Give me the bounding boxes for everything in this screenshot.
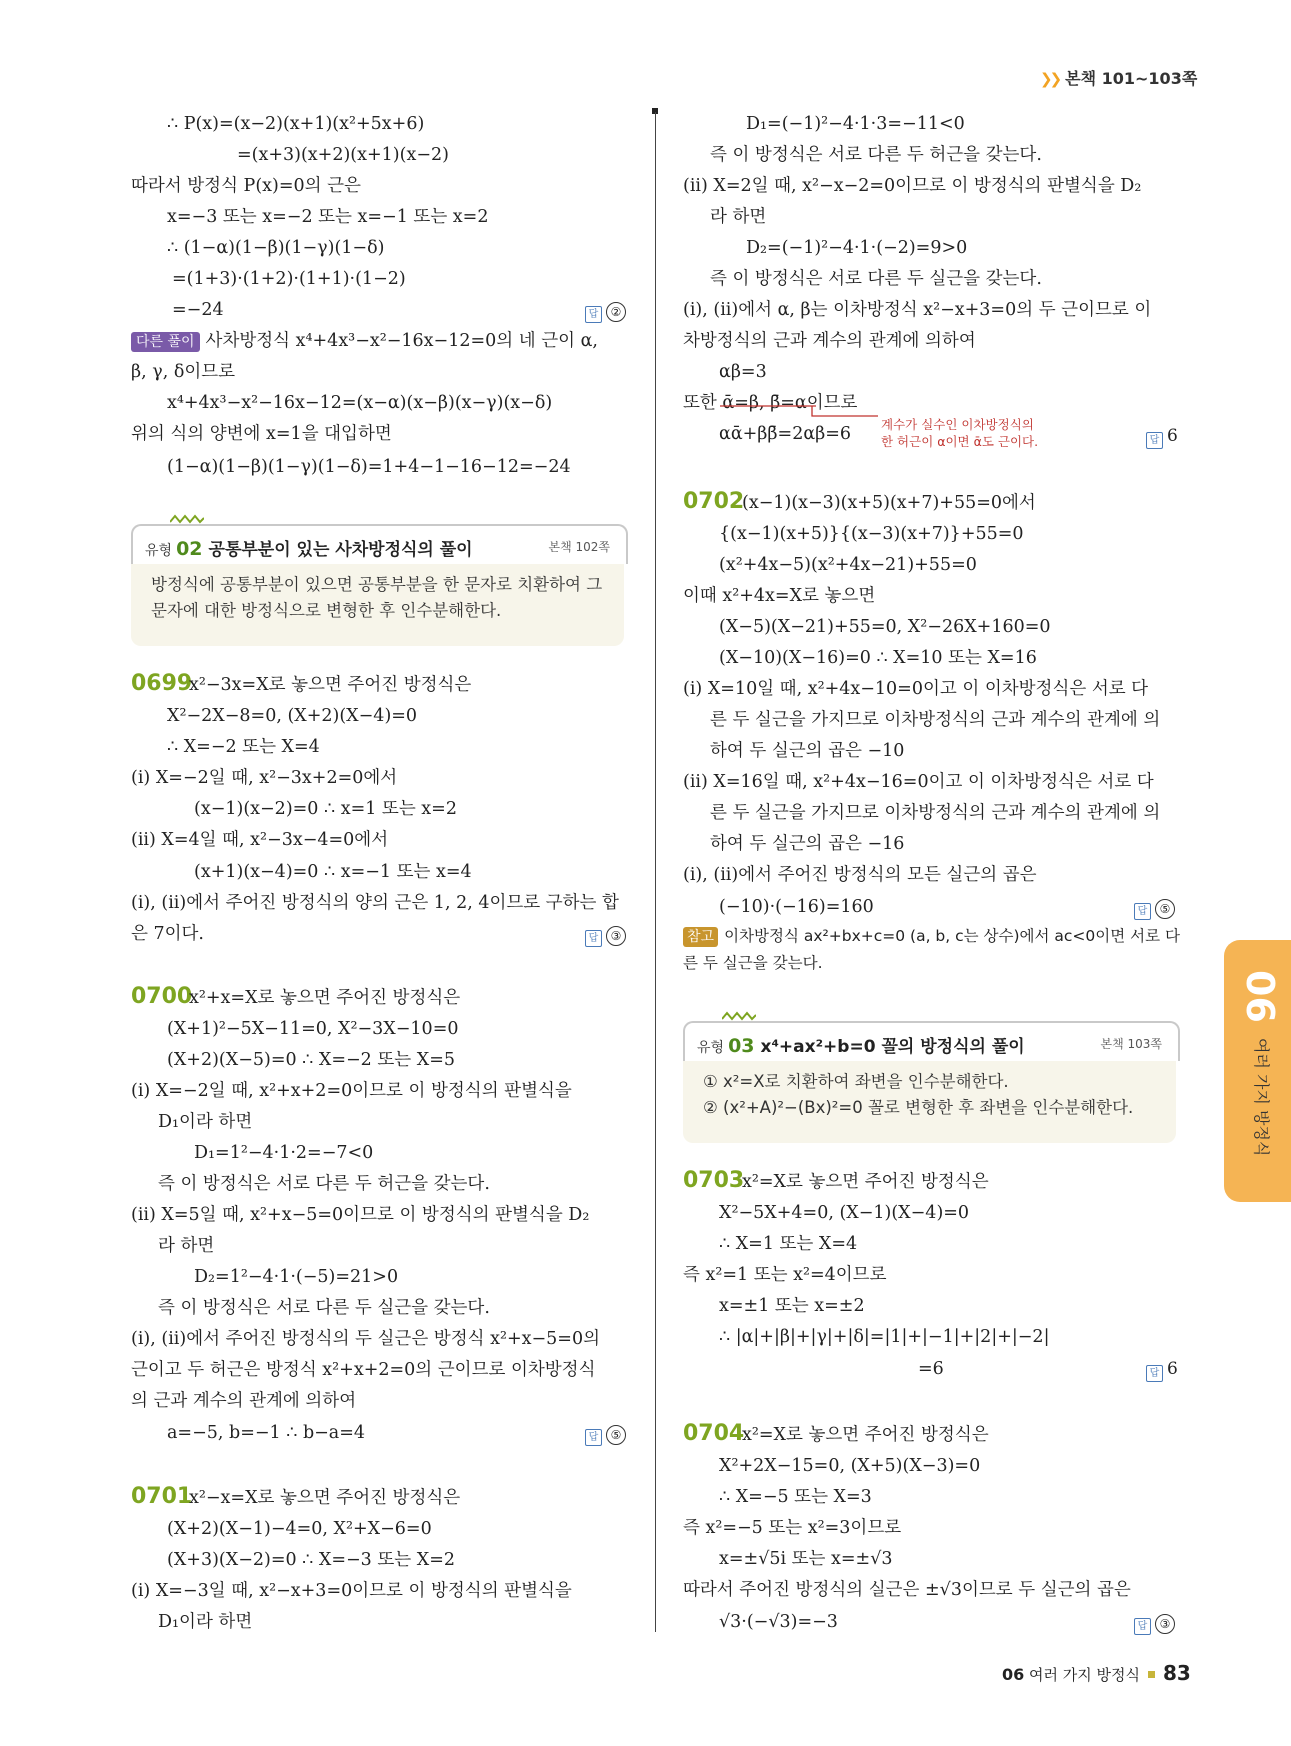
solution-line: =−24 — [172, 300, 224, 320]
solution-line: =6 — [918, 1359, 944, 1379]
solution-line: (i), (ii)에서 주어진 방정식의 두 실근은 방정식 x²+x−5=0의 — [131, 1329, 600, 1349]
solution-line: (ii) X=2일 때, x²−x−2=0이므로 이 방정식의 판별식을 D₂ — [683, 176, 1142, 196]
solution-line: =(1+3)·(1+2)·(1+1)·(1−2) — [172, 269, 406, 289]
solution-line: X²+2X−15=0, (X+5)(X−3)=0 — [719, 1456, 981, 1476]
solution-line: 이때 x²+4x=X로 놓으면 — [683, 586, 876, 606]
solution-line: ∴ X=−5 또는 X=3 — [719, 1487, 872, 1507]
type-title: x⁴+ax²+b=0 꼴의 방정식의 풀이 — [760, 1037, 1025, 1057]
solution-line: 위의 식의 양변에 x=1을 대입하면 — [131, 424, 392, 444]
solution-line: 른 두 실근을 가지므로 이차방정식의 근과 계수의 관계에 의 — [710, 803, 1161, 823]
solution-line: (i) X=−3일 때, x²−x+3=0이므로 이 방정식의 판별식을 — [131, 1581, 572, 1601]
solution-line: (x−1)(x−2)=0 ∴ x=1 또는 x=2 — [194, 799, 457, 819]
solution-line: D₁이라 하면 — [158, 1612, 253, 1632]
solution-line: (x−1)(x−3)(x+5)(x+7)+55=0에서 — [742, 493, 1036, 513]
solution-line: (i) X=10일 때, x²+4x−10=0이고 이 이차방정식은 서로 다 — [683, 679, 1149, 699]
problem-number: 0702 — [683, 489, 745, 514]
problem-number: 0703 — [683, 1168, 745, 1193]
solution-line: x²−3x=X로 놓으면 주어진 방정식은 — [189, 675, 472, 695]
problem-number: 0699 — [131, 671, 193, 696]
solution-line: αᾱ+ββ̄=2αβ=6 — [719, 424, 852, 444]
problem-number: 0704 — [683, 1421, 745, 1446]
solution-line: a=−5, b=−1 ∴ b−a=4 — [167, 1423, 366, 1443]
solution-line: (−10)·(−16)=160 — [719, 897, 874, 917]
problem-number: 0701 — [131, 1484, 193, 1509]
reference-note: 른 두 실근을 갖는다. — [683, 954, 823, 972]
solution-line: =(x+3)(x+2)(x+1)(x−2) — [237, 145, 449, 165]
solution-line: 따라서 주어진 방정식의 실근은 ±√3이므로 두 실근의 곱은 — [683, 1580, 1131, 1600]
underline-bracket — [718, 404, 878, 424]
answer-mark: 답 6 — [1146, 1357, 1178, 1382]
solution-line: ∴ |α|+|β|+|γ|+|δ|=|1|+|−1|+|2|+|−2| — [719, 1327, 1050, 1347]
solution-line: ∴ P(x)=(x−2)(x+1)(x²+5x+6) — [167, 114, 425, 134]
page-reference: ❯❯ 본책 101~103쪽 — [1040, 69, 1198, 88]
solution-line: 따라서 방정식 P(x)=0의 근은 — [131, 176, 361, 196]
solution-line: X²−2X−8=0, (X+2)(X−4)=0 — [167, 706, 418, 726]
page-footer — [1002, 1661, 1191, 1685]
solution-line: x=±√5i 또는 x=±√3 — [719, 1549, 893, 1569]
chapter-side-tab — [1224, 940, 1291, 1202]
answer-mark: 답 ③ — [585, 922, 626, 947]
type-book-ref: 본책 103쪽 — [1100, 1037, 1162, 1051]
solution-line: (x²+4x−5)(x²+4x−21)+55=0 — [719, 555, 977, 575]
solution-line: x=−3 또는 x=−2 또는 x=−1 또는 x=2 — [167, 207, 489, 227]
problem-number: 0700 — [131, 984, 193, 1009]
solution-line: X²−5X+4=0, (X−1)(X−4)=0 — [719, 1203, 970, 1223]
footer-chapter-number: 06 — [1002, 1665, 1025, 1684]
solution-line: (X−10)(X−16)=0 ∴ X=10 또는 X=16 — [719, 648, 1037, 668]
solution-line: x⁴+4x³−x²−16x−12=(x−α)(x−β)(x−γ)(x−δ) — [167, 393, 553, 413]
chapter-tab-number: 06 — [1238, 970, 1282, 1023]
answer-mark: 답 ② — [585, 298, 626, 323]
solution-line: x²=X로 놓으면 주어진 방정식은 — [742, 1425, 989, 1445]
answer-icon: 답 — [1134, 903, 1151, 920]
solution-line: x²−x=X로 놓으면 주어진 방정식은 — [189, 1488, 461, 1508]
type-03-header: 유형 03 x⁴+ax²+b=0 꼴의 방정식의 풀이 본책 103쪽 — [683, 1021, 1180, 1061]
solution-line: (ii) X=16일 때, x²+4x−16=0이고 이 이차방정식은 서로 다 — [683, 772, 1154, 792]
solution-line: 즉 이 방정식은 서로 다른 두 실근을 갖는다. — [710, 269, 1042, 289]
solution-line: 차방정식의 근과 계수의 관계에 의하여 — [683, 331, 976, 351]
answer-mark: 답 ⑤ — [585, 1421, 626, 1446]
double-chevron-icon: ❯❯ — [1040, 70, 1060, 88]
solution-line: (i), (ii)에서 주어진 방정식의 양의 근은 1, 2, 4이므로 구하는 합 — [131, 893, 619, 913]
solution-line: {(x−1)(x+5)}{(x−3)(x+7)}+55=0 — [719, 524, 1024, 544]
solution-line: αβ=3 — [719, 362, 767, 382]
solution-line: 또한 ᾱ=β, β̄=α이므로 — [683, 393, 858, 413]
solution-line: 하여 두 실근의 곱은 −16 — [710, 834, 905, 854]
solution-line: (X+3)(X−2)=0 ∴ X=−3 또는 X=2 — [167, 1550, 455, 1570]
margin-note: 계수가 실수인 이차방정식의 한 허근이 α이면 ᾱ도 근이다. — [881, 417, 1039, 449]
chapter-tab-title: 여러 가지 방정식 — [1252, 1038, 1271, 1157]
solution-line: D₁이라 하면 — [158, 1112, 253, 1132]
solution-line: (i) X=−2일 때, x²−3x+2=0에서 — [131, 768, 398, 788]
type-02-description: 방정식에 공통부분이 있으면 공통부분을 한 문자로 치환하여 그 문자에 대한 방정식으로 변형한 후 인수분해한다. — [131, 564, 624, 646]
solution-line: x=±1 또는 x=±2 — [719, 1296, 865, 1316]
type-02-header: 유형 02 공통부분이 있는 사차방정식의 풀이 본책 102쪽 — [131, 524, 628, 564]
solution-line: (1−α)(1−β)(1−γ)(1−δ)=1+4−1−16−12=−24 — [167, 457, 571, 477]
solution-line: 근이고 두 허근은 방정식 x²+x+2=0의 근이므로 이차방정식 — [131, 1360, 596, 1380]
solution-line: D₁=(−1)²−4·1·3=−11<0 — [746, 114, 965, 134]
footer-chapter-title: 여러 가지 방정식 — [1029, 1666, 1141, 1684]
solution-line: (ii) X=4일 때, x²−3x−4=0에서 — [131, 830, 389, 850]
reference-badge: 참고 — [683, 927, 718, 947]
answer-icon: 답 — [1146, 1365, 1163, 1382]
solution-line: 즉 x²=1 또는 x²=4이므로 — [683, 1265, 887, 1285]
solution-line: (ii) X=5일 때, x²+x−5=0이므로 이 방정식의 판별식을 D₂ — [131, 1205, 590, 1225]
solution-line: β, γ, δ이므로 — [131, 362, 236, 382]
answer-icon: 답 — [585, 930, 602, 947]
solution-line: 라 하면 — [158, 1236, 215, 1256]
answer-mark: 답 ⑤ — [1134, 895, 1175, 920]
solution-line: D₂=1²−4·1·(−5)=21>0 — [194, 1267, 399, 1287]
solution-line: (i), (ii)에서 α, β는 이차방정식 x²−x+3=0의 두 근이므로 이 — [683, 300, 1152, 320]
solution-line: (X+2)(X−5)=0 ∴ X=−2 또는 X=5 — [167, 1050, 455, 1070]
answer-icon: 답 — [585, 1429, 602, 1446]
square-icon — [1148, 1671, 1155, 1678]
solution-line: D₁=1²−4·1·2=−7<0 — [194, 1143, 374, 1163]
solution-line: x²=X로 놓으면 주어진 방정식은 — [742, 1172, 989, 1192]
answer-icon: 답 — [1146, 432, 1163, 449]
solution-line: x²+x=X로 놓으면 주어진 방정식은 — [189, 988, 461, 1008]
solution-line: (i) X=−2일 때, x²+x+2=0이므로 이 방정식의 판별식을 — [131, 1081, 572, 1101]
solution-line: 즉 이 방정식은 서로 다른 두 허근을 갖는다. — [158, 1174, 490, 1194]
solution-line: (i), (ii)에서 주어진 방정식의 모든 실근의 곱은 — [683, 865, 1037, 885]
alt-solution-line: 다른 풀이 사차방정식 x⁴+4x³−x²−16x−12=0의 네 근이 α, — [131, 329, 598, 353]
solution-line: 른 두 실근을 가지므로 이차방정식의 근과 계수의 관계에 의 — [710, 710, 1161, 730]
solution-line: ∴ X=1 또는 X=4 — [719, 1234, 858, 1254]
type-title: 공통부분이 있는 사차방정식의 풀이 — [208, 540, 473, 560]
solution-line: 즉 이 방정식은 서로 다른 두 허근을 갖는다. — [710, 145, 1042, 165]
solution-line: √3·(−√3)=−3 — [719, 1612, 838, 1632]
solution-line: (X+2)(X−1)−4=0, X²+X−6=0 — [167, 1519, 432, 1539]
type-book-ref: 본책 102쪽 — [548, 540, 610, 554]
reference-note: 참고 이차방정식 ax²+bx+c=0 (a, b, c는 상수)에서 ac<0이면 서로 다 — [683, 924, 1180, 948]
solution-line: 라 하면 — [710, 207, 767, 227]
solution-line: ∴ X=−2 또는 X=4 — [167, 737, 320, 757]
solution-line: (X+1)²−5X−11=0, X²−3X−10=0 — [167, 1019, 459, 1039]
column-divider — [655, 112, 656, 1632]
solution-line: 즉 x²=−5 또는 x²=3이므로 — [683, 1518, 902, 1538]
zigzag-icon — [722, 1011, 756, 1021]
solution-line: ∴ (1−α)(1−β)(1−γ)(1−δ) — [167, 238, 385, 258]
solution-line: 하여 두 실근의 곱은 −10 — [710, 741, 905, 761]
solution-line: (x+1)(x−4)=0 ∴ x=−1 또는 x=4 — [194, 862, 472, 882]
zigzag-icon — [170, 514, 204, 524]
answer-icon: 답 — [585, 306, 602, 323]
page-number: 83 — [1163, 1661, 1191, 1685]
type-03-description: ① x²=X로 치환하여 좌변을 인수분해한다. ② (x²+A)²−(Bx)²=0 꼴로 변형한 후 좌변을 인수분해한다. — [683, 1061, 1176, 1143]
answer-mark: 답 ③ — [1134, 1610, 1175, 1635]
solution-line: 은 7이다. — [131, 924, 204, 944]
answer-mark: 답 6 — [1146, 424, 1178, 449]
alt-solution-badge: 다른 풀이 — [131, 332, 200, 352]
answer-icon: 답 — [1134, 1618, 1151, 1635]
solution-line: 즉 이 방정식은 서로 다른 두 실근을 갖는다. — [158, 1298, 490, 1318]
solution-line: 의 근과 계수의 관계에 의하여 — [131, 1391, 357, 1411]
solution-line: (X−5)(X−21)+55=0, X²−26X+160=0 — [719, 617, 1051, 637]
solution-line: D₂=(−1)²−4·1·(−2)=9>0 — [746, 238, 968, 258]
